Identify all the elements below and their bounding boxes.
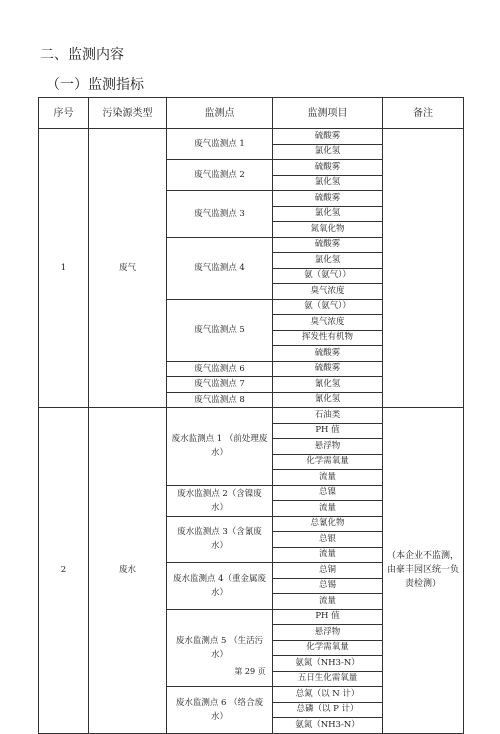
monitoring-item: 石油类	[273, 408, 383, 424]
monitoring-point: 废气监测点 5	[167, 299, 273, 361]
monitoring-point: 废水监测点 2（含镍废水）	[167, 485, 273, 516]
monitoring-point: 废气监测点 7	[167, 377, 273, 393]
monitoring-item: 化学需氧量	[273, 640, 383, 656]
row-number: 2	[39, 408, 89, 734]
monitoring-item: 总氰化物	[273, 516, 383, 532]
monitoring-item: 总银	[273, 532, 383, 548]
monitoring-item: 氯化氢	[273, 144, 383, 160]
monitoring-item: 硫酸雾	[273, 346, 383, 362]
monitoring-item: 悬浮物	[273, 439, 383, 455]
monitoring-item: 五日生化需氧量	[273, 671, 383, 687]
monitoring-item: 氨氮（NH3-N）	[273, 718, 383, 734]
monitoring-item: 氨氮（NH3-N）	[273, 656, 383, 672]
monitoring-item: 总氮（以 N 计）	[273, 687, 383, 703]
monitoring-item: 臭气浓度	[273, 284, 383, 300]
table-row	[39, 129, 464, 145]
monitoring-item: 总铜	[273, 563, 383, 579]
monitoring-point: 废气监测点 3	[167, 191, 273, 238]
monitoring-item: 硫酸雾	[273, 361, 383, 377]
table-row	[39, 408, 464, 424]
monitoring-item: PH 值	[273, 423, 383, 439]
monitoring-item: 悬浮物	[273, 625, 383, 641]
monitoring-item: 总磷（以 P 计）	[273, 702, 383, 718]
monitoring-item: 硫酸雾	[273, 191, 383, 207]
monitoring-point: 废气监测点 6	[167, 361, 273, 377]
monitoring-item: 臭气浓度	[273, 315, 383, 331]
monitoring-item: 氰化氢	[273, 377, 383, 393]
row-number: 1	[39, 129, 89, 408]
monitoring-item: 总镍	[273, 485, 383, 501]
monitoring-point: 废水监测点 3（含氰废水）	[167, 516, 273, 563]
page-number: 第 29 页	[234, 667, 266, 676]
monitoring-point: 废水监测点 1 （前处理废水）	[167, 408, 273, 486]
monitoring-item: 硫酸雾	[273, 160, 383, 176]
monitoring-item: 挥发性有机物	[273, 330, 383, 346]
table-body	[39, 129, 464, 734]
monitoring-item: 氨（氨气））	[273, 299, 383, 315]
source-type: 废气	[89, 129, 167, 408]
monitoring-item: 化学需氧量	[273, 454, 383, 470]
monitoring-point: 废水监测点 5 （生活污水）	[167, 609, 273, 687]
section-heading: 二、监测内容	[40, 47, 124, 63]
monitoring-item: 氰化氢	[273, 392, 383, 408]
monitoring-point: 废气监测点 4	[167, 237, 273, 299]
remark	[383, 129, 464, 408]
remark: （本企业不监测，由豪丰园区统一负责检测）	[383, 408, 464, 734]
subsection-heading: （一）监测指标	[46, 77, 144, 93]
header-item: 监测项目	[273, 98, 383, 129]
monitoring-item: 氮氧化物	[273, 222, 383, 238]
header-note: 备注	[383, 98, 464, 129]
monitoring-point: 废气监测点 8	[167, 392, 273, 408]
monitoring-item: PH 值	[273, 609, 383, 625]
monitoring-item: 流量	[273, 547, 383, 563]
monitoring-item: 总锡	[273, 578, 383, 594]
monitoring-table	[38, 97, 464, 734]
header-source-type: 污染源类型	[89, 98, 167, 129]
monitoring-item: 流量	[273, 594, 383, 610]
source-type: 废水	[89, 408, 167, 734]
monitoring-point: 废水监测点 4（重金属废水）	[167, 563, 273, 610]
monitoring-item: 硫酸雾	[273, 129, 383, 145]
monitoring-item: 氯化氢	[273, 253, 383, 269]
monitoring-point: 废水监测点 6 （络合废水）	[167, 687, 273, 734]
header-point: 监测点	[167, 98, 273, 129]
monitoring-item: 氯化氢	[273, 175, 383, 191]
monitoring-point: 废气监测点 2	[167, 160, 273, 191]
header-no: 序号	[39, 98, 89, 129]
monitoring-item: 硫酸雾	[273, 237, 383, 253]
monitoring-item: 流量	[273, 470, 383, 486]
monitoring-point: 废气监测点 1	[167, 129, 273, 160]
monitoring-item: 流量	[273, 501, 383, 517]
monitoring-item: 氯化氢	[273, 206, 383, 222]
monitoring-item: 氨（氨气））	[273, 268, 383, 284]
table-header-row	[39, 98, 464, 129]
